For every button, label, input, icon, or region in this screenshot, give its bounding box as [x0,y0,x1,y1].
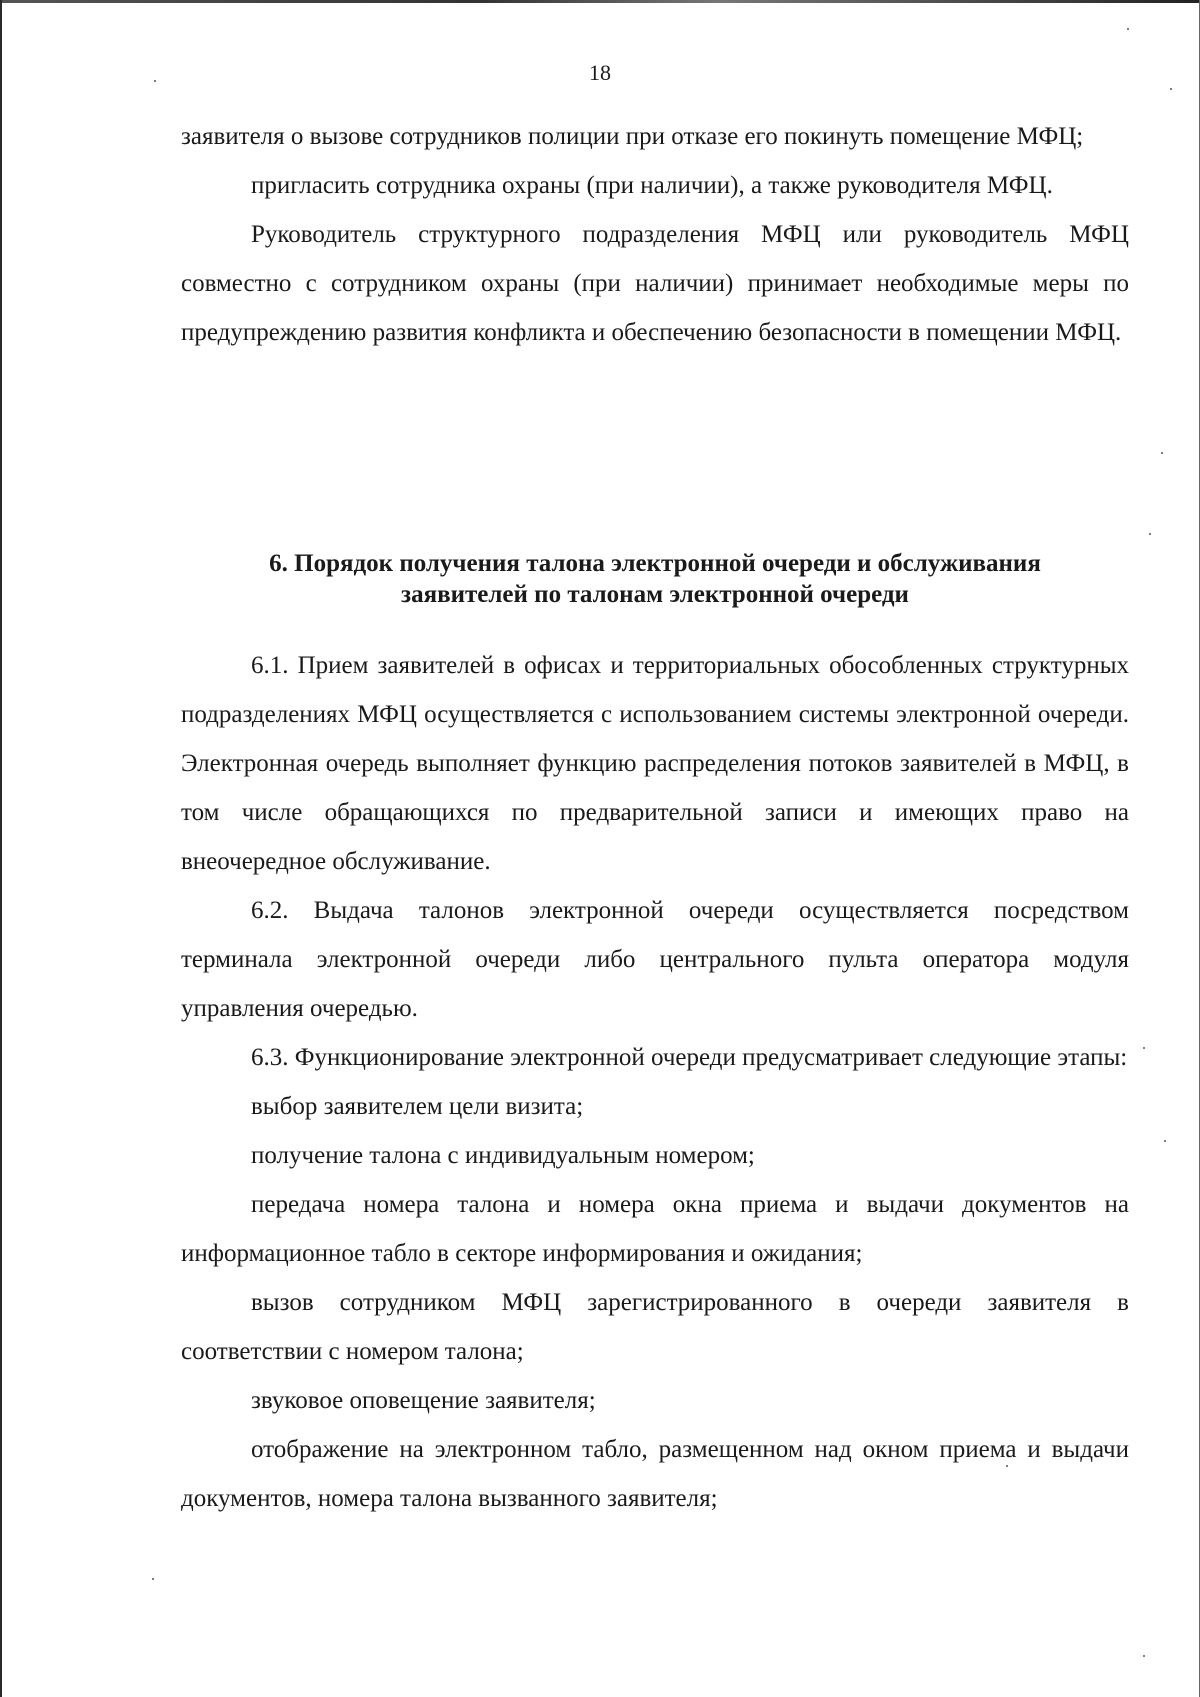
section-heading [181,548,1129,610]
page-number: 18 [589,60,611,85]
scan-speck [1127,28,1129,30]
list-item: звуковое оповещение заявителя; [251,1387,596,1414]
body-text-section [181,641,1129,1523]
section-heading-line: заявителей по талонам электронной очереди [401,581,909,608]
scan-speck [1161,452,1163,454]
list-item: отображение на электронном табло, размещенном над окном приема и выдачи документов, номера талона вызванного заявителя; [181,1436,1129,1512]
paragraph: пригласить сотрудника охраны (при наличии), а также руководителя МФЦ. [251,172,1053,199]
list-item: передача номера талона и номера окна приема и выдачи документов на информационное табло в секторе информирования и ожидания; [181,1191,1129,1267]
list-item: выбор заявителем цели визита; [251,1093,584,1120]
list-item: вызов сотрудником МФЦ зарегистрированного в очереди заявителя в соответствии с номером талона; [181,1289,1129,1365]
scan-speck [1143,1655,1145,1657]
body-text-top [181,112,1129,357]
list-item: получение талона с индивидуальным номером; [251,1142,755,1169]
scan-speck [152,1578,154,1580]
scan-top-edge [0,0,1200,3]
scan-speck [1149,533,1151,535]
paragraph: 6.2. Выдача талонов электронной очереди осуществляется посредством терминала электронной очереди либо центрального пульта оператора модуля управления очередью. [181,897,1129,1022]
scan-speck [1143,1047,1145,1049]
paragraph: 6.1. Прием заявителей в офисах и территориальных обособленных структурных подразделениях МФЦ осуществляется с использованием системы электронной очереди. Электронная очередь выполняет функцию распределения потоков заявителей в МФЦ, в том числе обращающихся по предварительной записи и имеющих право на внеочередное обслуживание. [181,652,1129,875]
section-heading-line: 6. Порядок получения талона электронной очереди и обслуживания [269,550,1041,577]
scan-left-edge [0,0,2,1697]
scan-speck [1164,1140,1166,1142]
paragraph: Руководитель структурного подразделения МФЦ или руководитель МФЦ совместно с сотрудником охраны (при наличии) принимает необходимые меры по предупреждению развития конфликта и обеспечению безопасности в помещении МФЦ. [181,221,1129,346]
paragraph: 6.3. Функционирование электронной очереди предусматривает следующие этапы: [251,1044,1128,1071]
paragraph: заявителя о вызове сотрудников полиции при отказе его покинуть помещение МФЦ; [181,123,1084,150]
scan-speck [1170,88,1172,90]
